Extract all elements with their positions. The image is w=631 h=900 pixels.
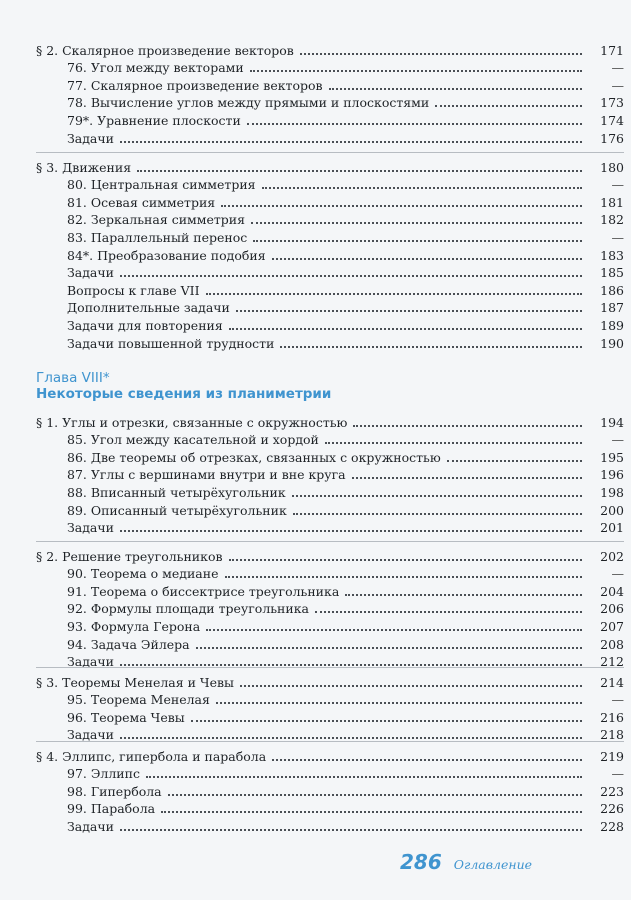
toc-entry-page: — bbox=[611, 60, 624, 76]
toc-entry-page: 186 bbox=[600, 282, 624, 298]
dot-leader bbox=[120, 275, 582, 277]
toc-group bbox=[36, 667, 624, 742]
toc-entry bbox=[36, 110, 624, 128]
dot-leader bbox=[120, 829, 582, 831]
dot-leader bbox=[146, 776, 582, 778]
toc-entry-page: 195 bbox=[600, 449, 624, 465]
dot-leader bbox=[240, 685, 582, 687]
dot-leader bbox=[216, 702, 582, 704]
toc-entry-page: 218 bbox=[600, 727, 624, 743]
toc-entry-page: 200 bbox=[600, 502, 624, 518]
dot-leader bbox=[137, 170, 582, 172]
toc-entry-title: 88. Вписанный четырёхугольник bbox=[67, 484, 286, 500]
toc-entry-title: 89. Описанный четырёхугольник bbox=[67, 502, 287, 518]
toc-entry-title: Дополнительные задачи bbox=[67, 300, 230, 316]
dot-leader bbox=[251, 222, 582, 224]
toc-entry-title: § 2. Решение треугольников bbox=[36, 548, 223, 564]
toc-entry-page: 196 bbox=[600, 467, 624, 483]
toc-entry-title: 90. Теорема о медиане bbox=[67, 566, 219, 582]
toc-entry-title: 97. Эллипс bbox=[67, 766, 140, 782]
toc-entry-title: 82. Зеркальная симметрия bbox=[67, 212, 246, 228]
dot-leader bbox=[120, 737, 582, 739]
toc-entry-title: Задачи bbox=[67, 654, 114, 670]
toc-entry-page: 181 bbox=[600, 194, 624, 210]
toc-entry-page: — bbox=[611, 77, 624, 93]
toc-entry bbox=[36, 465, 624, 483]
dot-leader bbox=[120, 141, 582, 143]
dot-leader bbox=[236, 310, 582, 312]
toc-entry-title: Задачи bbox=[67, 818, 114, 834]
toc-entry-title: 79*. Уравнение плоскости bbox=[67, 112, 241, 128]
toc-entry bbox=[36, 175, 624, 193]
toc-entry-title: § 1. Углы и отрезки, связанные с окружностью bbox=[36, 414, 348, 430]
dot-leader bbox=[250, 70, 582, 72]
toc-entry-title: § 4. Эллипс, гипербола и парабола bbox=[36, 748, 267, 764]
toc-group bbox=[36, 152, 624, 351]
toc-entry-title: 95. Теорема Менелая bbox=[67, 692, 210, 708]
dot-leader bbox=[161, 811, 582, 813]
toc-entry bbox=[36, 333, 624, 351]
toc-entry-title: 80. Центральная симметрия bbox=[67, 177, 256, 193]
toc-entry-title: § 2. Скалярное произведение векторов bbox=[36, 42, 294, 58]
dot-leader bbox=[300, 53, 582, 55]
dot-leader bbox=[315, 611, 582, 613]
dot-leader bbox=[353, 425, 582, 427]
dot-leader bbox=[447, 460, 582, 462]
dot-leader bbox=[247, 123, 582, 125]
running-section-title: Оглавление bbox=[453, 857, 533, 872]
dot-leader bbox=[292, 495, 582, 497]
toc-entry bbox=[36, 781, 624, 799]
toc-entry-title: Задачи повышенной трудности bbox=[67, 335, 275, 351]
toc-entry-page: — bbox=[611, 177, 624, 193]
toc-entry-title: 76. Угол между векторами bbox=[67, 60, 244, 76]
dot-leader bbox=[120, 664, 582, 666]
toc-entry-title: 92. Формулы площади треугольника bbox=[67, 601, 309, 617]
chapter-title: Некоторые сведения из планиметрии bbox=[36, 386, 332, 402]
toc-entry bbox=[36, 816, 624, 834]
toc-entry-title: § 3. Теоремы Менелая и Чевы bbox=[36, 674, 234, 690]
toc-entry-page: — bbox=[611, 566, 624, 582]
toc-entry-title: 81. Осевая симметрия bbox=[67, 194, 216, 210]
toc-entry-page: 190 bbox=[600, 335, 624, 351]
dot-leader bbox=[272, 258, 582, 260]
toc-entry-page: 182 bbox=[600, 212, 624, 228]
toc-entry-page: 214 bbox=[600, 674, 624, 690]
toc-group bbox=[36, 40, 624, 146]
dot-leader bbox=[229, 559, 582, 561]
toc-entry-title: Вопросы к главе VII bbox=[67, 282, 200, 298]
toc-entry-title: 83. Параллельный перенос bbox=[67, 229, 248, 245]
toc-entry-title: 94. Задача Эйлера bbox=[67, 636, 190, 652]
dot-leader bbox=[206, 293, 582, 295]
dot-leader bbox=[206, 629, 582, 631]
toc-section-entry bbox=[36, 746, 624, 764]
toc-entry-page: 208 bbox=[600, 636, 624, 652]
toc-entry-title: 99. Парабола bbox=[67, 801, 156, 817]
toc-entry bbox=[36, 581, 624, 599]
toc-entry-page: 171 bbox=[600, 42, 624, 58]
dot-leader bbox=[329, 88, 582, 90]
toc-entry-page: 174 bbox=[600, 112, 624, 128]
toc-entry-title: 87. Углы с вершинами внутри и вне круга bbox=[67, 467, 346, 483]
toc-entry-title: Задачи bbox=[67, 727, 114, 743]
dot-leader bbox=[293, 513, 582, 515]
dot-leader bbox=[253, 240, 582, 242]
toc-entry-page: 212 bbox=[600, 654, 624, 670]
toc-entry-page: 180 bbox=[600, 159, 624, 175]
toc-entry bbox=[36, 430, 624, 448]
toc-entry-title: 78. Вычисление углов между прямыми и плоскостями bbox=[67, 95, 430, 111]
toc-entry-page: 226 bbox=[600, 801, 624, 817]
toc-entry-page: 189 bbox=[600, 317, 624, 333]
toc-entry-page: — bbox=[611, 766, 624, 782]
toc-entry bbox=[36, 725, 624, 743]
toc-entry bbox=[36, 227, 624, 245]
toc-group bbox=[36, 541, 624, 669]
toc-entry bbox=[36, 599, 624, 617]
toc-entry-page: 219 bbox=[600, 748, 624, 764]
dot-leader bbox=[168, 794, 582, 796]
toc-entry bbox=[36, 263, 624, 281]
toc-entry-page: 176 bbox=[600, 130, 624, 146]
toc-entry-page: 187 bbox=[600, 300, 624, 316]
toc-entry-title: 86. Две теоремы об отрезках, связанных с окружностью bbox=[67, 449, 441, 465]
toc-entry bbox=[36, 500, 624, 518]
dot-leader bbox=[221, 205, 582, 207]
toc-entry-page: 206 bbox=[600, 601, 624, 617]
toc-entry-title: 85. Угол между касательной и хордой bbox=[67, 432, 319, 448]
toc-entry-title: Задачи bbox=[67, 520, 114, 536]
toc-entry bbox=[36, 315, 624, 333]
dot-leader bbox=[345, 594, 582, 596]
toc-entry bbox=[36, 58, 624, 76]
toc-entry-page: 204 bbox=[600, 583, 624, 599]
toc-entry-title: 91. Теорема о биссектрисе треугольника bbox=[67, 583, 340, 599]
toc-entry-title: 93. Формула Герона bbox=[67, 618, 201, 634]
toc-entry-title: 98. Гипербола bbox=[67, 783, 162, 799]
chapter-heading bbox=[36, 370, 596, 403]
dot-leader bbox=[120, 530, 582, 532]
toc-entry bbox=[36, 245, 624, 263]
page-footer bbox=[400, 850, 532, 874]
toc-entry bbox=[36, 564, 624, 582]
toc-section-entry bbox=[36, 157, 624, 175]
toc-entry-page: 228 bbox=[600, 818, 624, 834]
toc-entry-title: 77. Скалярное произведение векторов bbox=[67, 77, 323, 93]
toc-entry-title: Задачи bbox=[67, 265, 114, 281]
dot-leader bbox=[280, 346, 582, 348]
toc-entry-title: 84*. Преобразование подобия bbox=[67, 247, 266, 263]
dot-leader bbox=[262, 187, 582, 189]
toc-entry bbox=[36, 447, 624, 465]
toc-entry bbox=[36, 707, 624, 725]
toc-entry bbox=[36, 634, 624, 652]
toc-entry bbox=[36, 518, 624, 536]
dot-leader bbox=[191, 720, 582, 722]
toc-entry-page: 223 bbox=[600, 783, 624, 799]
toc-entry-page: 194 bbox=[600, 414, 624, 430]
toc-entry bbox=[36, 616, 624, 634]
toc-section-entry bbox=[36, 412, 624, 430]
dot-leader bbox=[272, 759, 582, 761]
toc-entry-page: 185 bbox=[600, 265, 624, 281]
toc-entry bbox=[36, 128, 624, 146]
toc-section-entry bbox=[36, 40, 624, 58]
toc-entry bbox=[36, 210, 624, 228]
toc-entry-title: 96. Теорема Чевы bbox=[67, 709, 185, 725]
dot-leader bbox=[225, 576, 583, 578]
toc-entry-page: 207 bbox=[600, 618, 624, 634]
toc-entry bbox=[36, 75, 624, 93]
toc-entry-page: 202 bbox=[600, 548, 624, 564]
toc-entry-page: 216 bbox=[600, 709, 624, 725]
toc-entry-title: Задачи для повторения bbox=[67, 317, 223, 333]
toc-group bbox=[36, 412, 624, 535]
toc-entry-page: — bbox=[611, 432, 624, 448]
toc-entry-page: 173 bbox=[600, 95, 624, 111]
dot-leader bbox=[196, 647, 582, 649]
toc-entry bbox=[36, 482, 624, 500]
toc-entry-title: § 3. Движения bbox=[36, 159, 132, 175]
toc-entry bbox=[36, 93, 624, 111]
toc-entry bbox=[36, 298, 624, 316]
toc-entry bbox=[36, 764, 624, 782]
dot-leader bbox=[435, 105, 582, 107]
dot-leader bbox=[229, 328, 582, 330]
toc-entry-page: — bbox=[611, 692, 624, 708]
page-number: 286 bbox=[400, 850, 442, 874]
toc-entry bbox=[36, 799, 624, 817]
toc-entry-title: Задачи bbox=[67, 130, 114, 146]
toc-entry-page: 183 bbox=[600, 247, 624, 263]
toc-group bbox=[36, 741, 624, 834]
toc-section-entry bbox=[36, 546, 624, 564]
toc-section-entry bbox=[36, 672, 624, 690]
toc-entry-page: 198 bbox=[600, 484, 624, 500]
toc-entry bbox=[36, 280, 624, 298]
chapter-label: Глава VIII* bbox=[36, 370, 110, 386]
toc-entry-page: 201 bbox=[600, 520, 624, 536]
dot-leader bbox=[352, 477, 582, 479]
dot-leader bbox=[325, 442, 582, 444]
toc-entry bbox=[36, 690, 624, 708]
toc-entry-page: — bbox=[611, 229, 624, 245]
toc-entry bbox=[36, 192, 624, 210]
